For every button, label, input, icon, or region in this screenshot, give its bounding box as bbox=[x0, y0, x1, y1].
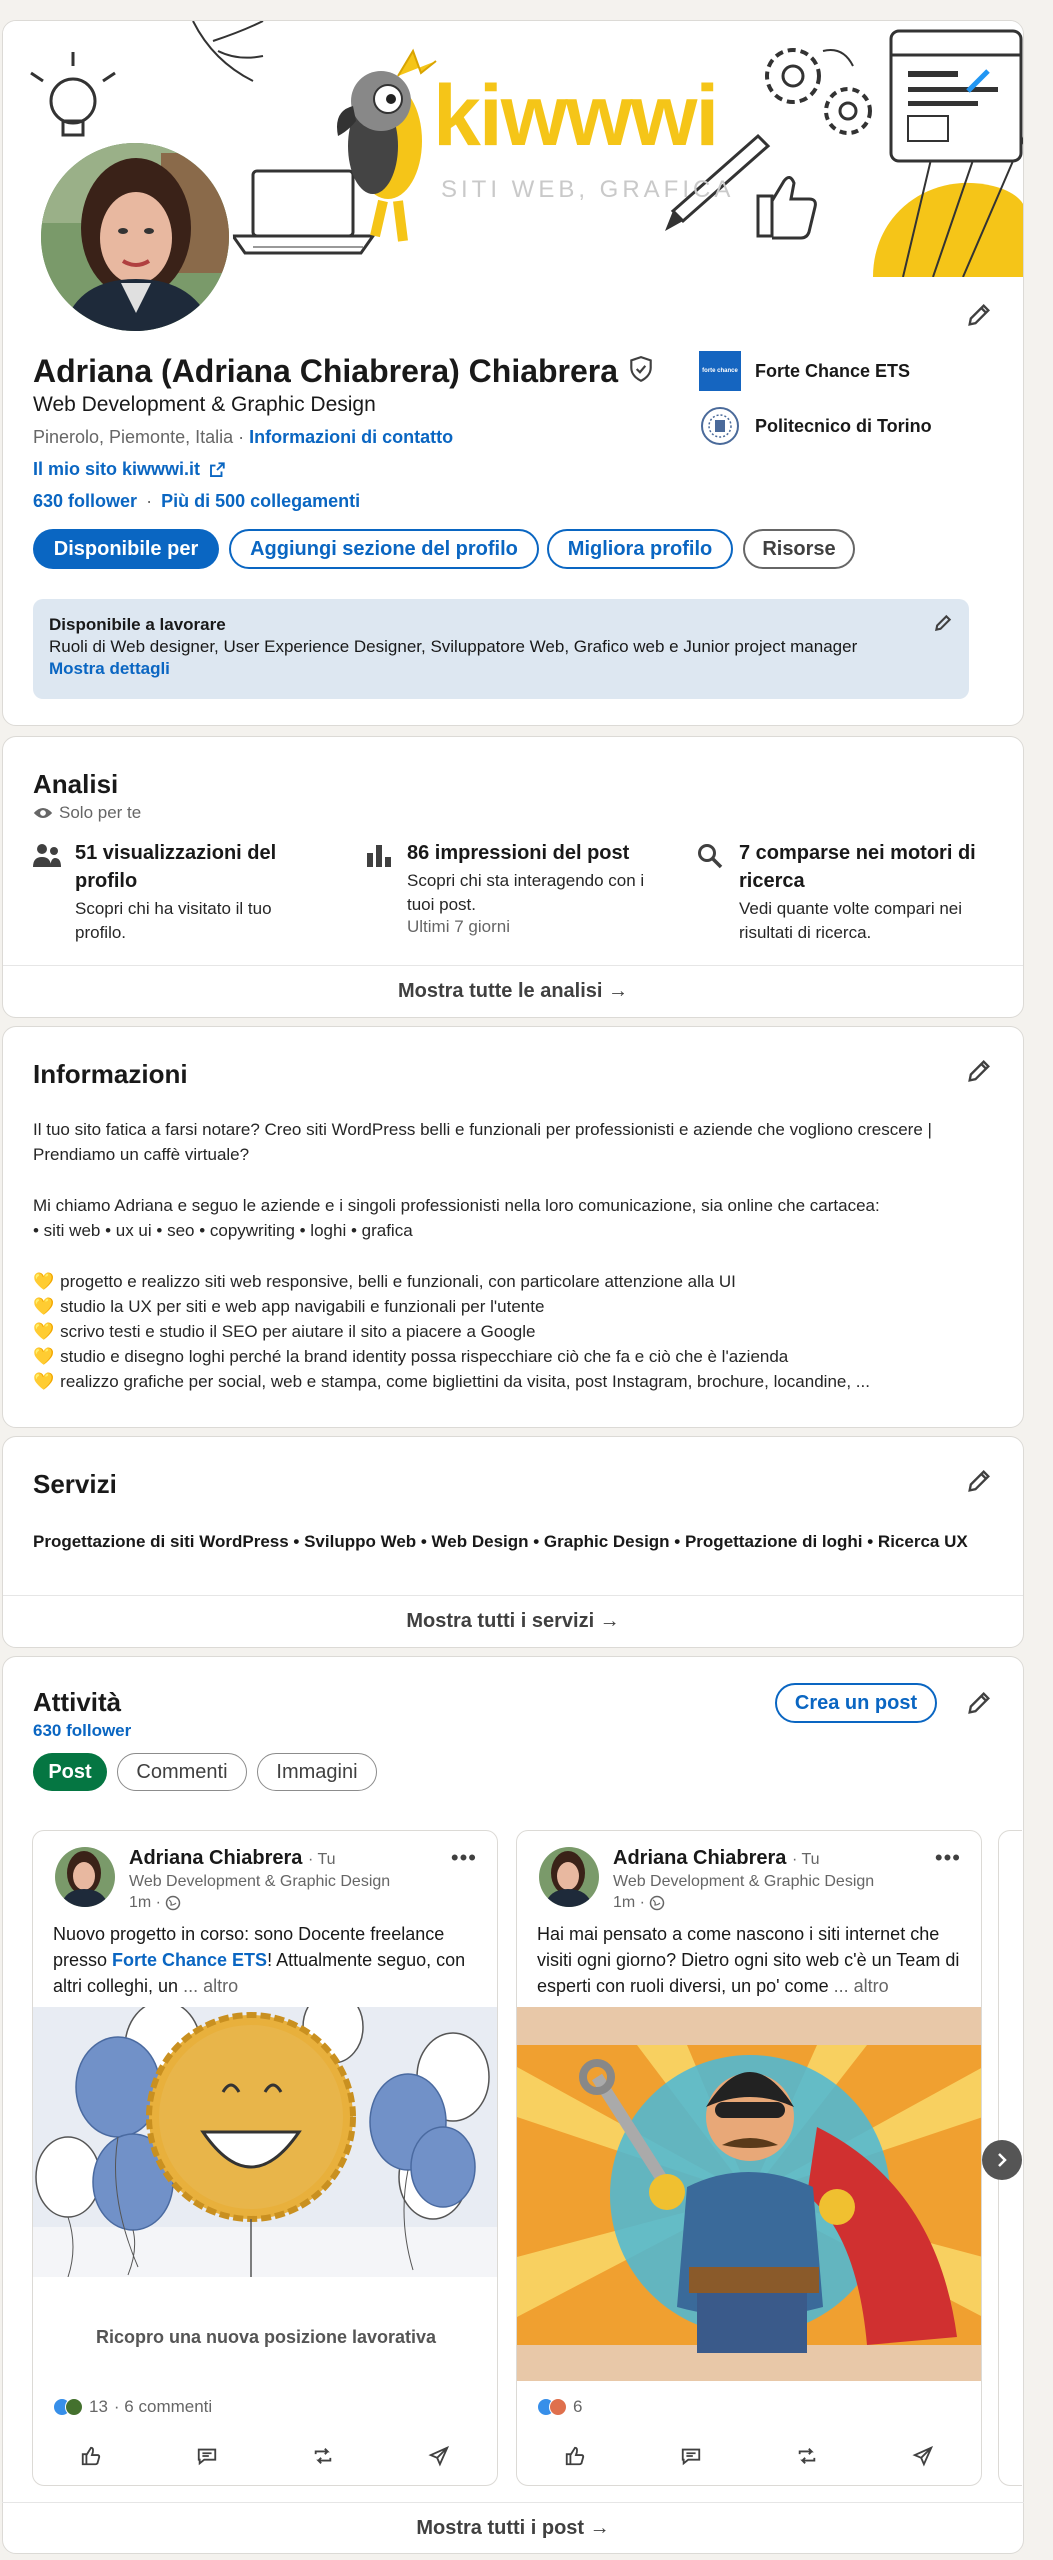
visibility-label: Solo per te bbox=[59, 803, 142, 822]
org-name: Politecnico di Torino bbox=[755, 415, 932, 436]
comment-icon[interactable] bbox=[196, 2445, 218, 2472]
profile-location: Pinerolo, Piemonte, Italia bbox=[33, 427, 234, 447]
heart-icon: 💛 bbox=[33, 1322, 55, 1341]
post-author-row bbox=[129, 1847, 336, 1870]
org-name: Forte Chance ETS bbox=[755, 360, 911, 381]
profile-name: Adriana (Adriana Chiabrera) Chiabrera bbox=[33, 353, 619, 389]
show-all-analytics-link[interactable]: Mostra tutte le analisi → bbox=[3, 965, 1023, 1017]
profile-location-row bbox=[33, 427, 453, 448]
heart-icon: 💛 bbox=[33, 1347, 55, 1366]
about-title: Informazioni bbox=[33, 1059, 188, 1089]
superhero-illustration bbox=[517, 2007, 982, 2381]
tab-images[interactable]: Immagini bbox=[257, 1753, 377, 1791]
org-politecnico[interactable] bbox=[699, 406, 932, 446]
about-bullet-text: scrivo testi e studio il SEO per aiutare il sito a piacere a Google bbox=[60, 1322, 536, 1341]
add-profile-section-button[interactable]: Aggiungi sezione del profilo bbox=[229, 529, 539, 569]
analytics-item-title: 7 comparse nei motori di ricerca bbox=[739, 842, 976, 892]
heart-icon: 💛 bbox=[33, 1272, 55, 1291]
post-text-part: ! Attualmente seguo, con altri colleghi, un bbox=[53, 1950, 466, 1996]
followers-link[interactable]: 630 follower bbox=[33, 491, 138, 511]
about-bullet bbox=[33, 1344, 993, 1369]
post-image-superhero[interactable] bbox=[517, 2007, 982, 2381]
like-icon[interactable] bbox=[564, 2445, 586, 2472]
analytics-item-desc: Vedi quante volte compari nei risultati di ricerca. bbox=[739, 899, 963, 942]
profile-headline: Web Development & Graphic Design bbox=[33, 393, 376, 416]
bar-chart-icon bbox=[365, 843, 393, 869]
banner-tagline: SITI WEB, GRAFICA bbox=[441, 176, 735, 203]
open-to-work-title: Disponibile a lavorare bbox=[49, 615, 226, 634]
analytics-item-desc: Scopri chi ha visitato il tuo profilo. bbox=[75, 899, 272, 942]
services-card bbox=[2, 1436, 1024, 1648]
about-paragraph-2a: Mi chiamo Adriana e seguo le aziende e i singoli professionisti nella loro comunicazione, sia online che cartacea: bbox=[33, 1196, 880, 1215]
eye-icon bbox=[33, 806, 53, 820]
globe-icon bbox=[649, 1895, 665, 1911]
about-bullet bbox=[33, 1294, 993, 1319]
website-link[interactable] bbox=[33, 459, 226, 480]
edit-open-to-work-icon[interactable] bbox=[933, 613, 953, 638]
post-actions bbox=[33, 2431, 497, 2485]
post-time: 1m · bbox=[129, 1894, 161, 1911]
about-bullet-text: realizzo grafiche per social, web e stampa, come bigliettini da visita, post Instagram, brochure, locandine, ... bbox=[60, 1372, 870, 1391]
about-bullet bbox=[33, 1319, 993, 1344]
services-list: Progettazione di siti WordPress • Sviluppo Web • Web Design • Graphic Design • Progettazione di loghi • Ricerca UX bbox=[33, 1532, 968, 1551]
post-time-row bbox=[129, 1894, 181, 1912]
about-bullet-text: studio e disegno loghi perché la brand identity possa rispecchiare ciò che fa e ciò che è l'azienda bbox=[60, 1347, 789, 1366]
repost-icon[interactable] bbox=[312, 2445, 334, 2472]
globe-icon bbox=[165, 1895, 181, 1911]
network-separator: · bbox=[146, 491, 153, 511]
about-paragraph-1: Il tuo sito fatica a farsi notare? Creo siti WordPress belli e funzionali per professionisti e aziende che vogliono crescere | Prendiamo un caffè virtuale? bbox=[33, 1120, 932, 1164]
location-separator: · bbox=[238, 427, 245, 447]
post-actions bbox=[517, 2431, 981, 2485]
about-bullet bbox=[33, 1269, 993, 1294]
profile-avatar[interactable] bbox=[37, 139, 233, 335]
repost-icon[interactable] bbox=[796, 2445, 818, 2472]
activity-followers-link[interactable]: 630 follower bbox=[33, 1721, 132, 1740]
politecnico-logo bbox=[699, 406, 741, 446]
profile-name-row bbox=[33, 353, 654, 390]
analytics-item-note: Ultimi 7 giorni bbox=[407, 917, 510, 936]
about-bullet-text: studio la UX per siti e web app navigabili e funzionali per l'utente bbox=[60, 1297, 545, 1316]
post-author-name[interactable]: Adriana Chiabrera bbox=[613, 1847, 787, 1869]
post-card-2[interactable] bbox=[516, 1830, 982, 2486]
about-bullet-list bbox=[33, 1269, 993, 1394]
show-details-link[interactable]: Mostra dettagli bbox=[49, 659, 170, 678]
people-icon bbox=[33, 843, 61, 869]
about-bullet-text: progetto e realizzo siti web responsive, belli e funzionali, con particolare attenzione alla UI bbox=[60, 1272, 736, 1291]
org-forte-chance[interactable] bbox=[699, 351, 910, 391]
post-author-headline: Web Development & Graphic Design bbox=[613, 1873, 875, 1890]
edit-about-icon[interactable] bbox=[961, 1053, 997, 1089]
contact-info-link[interactable]: Informazioni di contatto bbox=[249, 427, 454, 447]
like-icon[interactable] bbox=[80, 2445, 102, 2472]
edit-profile-icon[interactable] bbox=[961, 297, 997, 333]
website-label: Il mio sito kiwwwi.it bbox=[33, 459, 201, 479]
profile-card bbox=[2, 20, 1024, 726]
post-mention-link[interactable]: Forte Chance ETS bbox=[112, 1950, 268, 1970]
post-card-1[interactable] bbox=[32, 1830, 498, 2486]
improve-profile-button[interactable]: Migliora profilo bbox=[547, 529, 733, 569]
network-row bbox=[33, 491, 360, 512]
reaction-count: 13 bbox=[89, 2397, 108, 2416]
external-link-icon bbox=[208, 461, 226, 479]
post-see-more-link[interactable]: ... altro bbox=[183, 1976, 239, 1996]
post-more-options-icon[interactable]: ••• bbox=[934, 1845, 961, 1870]
about-bullet bbox=[33, 1369, 993, 1394]
celebrate-reaction-icon bbox=[65, 2398, 83, 2416]
analytics-card bbox=[2, 736, 1024, 1018]
comment-icon[interactable] bbox=[680, 2445, 702, 2472]
post-author-you: · Tu bbox=[307, 1851, 336, 1868]
post-author-row bbox=[613, 1847, 820, 1870]
banner-brand: kiwwwi bbox=[433, 68, 718, 164]
edit-activity-icon[interactable] bbox=[961, 1685, 997, 1721]
post-see-more-link[interactable]: ... altro bbox=[833, 1976, 889, 1996]
search-icon bbox=[697, 843, 723, 869]
analytics-item-desc: Scopri chi sta interagendo con i tuoi post. bbox=[407, 871, 645, 914]
post-stats[interactable] bbox=[53, 2397, 212, 2417]
post-text bbox=[53, 1921, 483, 1999]
love-reaction-icon bbox=[549, 2398, 567, 2416]
post-author-headline: Web Development & Graphic Design bbox=[129, 1873, 391, 1890]
open-to-button[interactable]: Disponibile per bbox=[33, 529, 219, 569]
open-to-work-box[interactable] bbox=[33, 599, 969, 699]
open-to-work-roles: Ruoli di Web designer, User Experience Designer, Sviluppatore Web, Grafico web e Junior project manager bbox=[49, 637, 858, 656]
send-icon[interactable] bbox=[912, 2445, 934, 2472]
balloons-illustration bbox=[33, 2007, 498, 2277]
resources-button[interactable]: Risorse bbox=[743, 529, 855, 569]
post-text-part: Nuovo progetto in corso: sono Docente freelance presso bbox=[53, 1924, 445, 1970]
create-post-button[interactable]: Crea un post bbox=[775, 1683, 937, 1723]
post-text-part: Hai mai pensato a come nascono i siti internet che visiti ogni giorno? Dietro ogni sito web c'è un Team di esperti con ruoli diversi, un po' come bbox=[537, 1924, 960, 1996]
analytics-item-title: 51 visualizzazioni del profilo bbox=[75, 842, 277, 892]
post-author-avatar[interactable] bbox=[55, 1847, 115, 1907]
edit-services-icon[interactable] bbox=[961, 1463, 997, 1499]
send-icon[interactable] bbox=[428, 2445, 450, 2472]
chevron-right-icon bbox=[994, 2152, 1010, 2168]
carousel-next-button[interactable] bbox=[982, 2140, 1022, 2180]
post-text bbox=[537, 1921, 967, 1999]
heart-icon: 💛 bbox=[33, 1297, 55, 1316]
connections-link[interactable]: Più di 500 collegamenti bbox=[161, 491, 361, 511]
services-title: Servizi bbox=[33, 1469, 117, 1499]
post-stats[interactable] bbox=[537, 2397, 582, 2417]
post-more-options-icon[interactable]: ••• bbox=[450, 1845, 477, 1870]
activity-title: Attività bbox=[33, 1687, 122, 1717]
about-card bbox=[2, 1026, 1024, 1428]
verified-shield-icon[interactable] bbox=[628, 355, 654, 388]
post-author-name[interactable]: Adriana Chiabrera bbox=[129, 1847, 303, 1869]
post-author-avatar[interactable] bbox=[539, 1847, 599, 1907]
analytics-visibility bbox=[33, 803, 141, 823]
analytics-title: Analisi bbox=[33, 769, 119, 799]
comment-count[interactable]: · 6 commenti bbox=[113, 2397, 213, 2416]
about-paragraph-2b: • siti web • ux ui • seo • copywriting • loghi • grafica bbox=[33, 1221, 413, 1240]
tab-posts[interactable]: Post bbox=[33, 1753, 107, 1791]
post-image-balloons[interactable] bbox=[33, 2007, 498, 2277]
post-caption: Ricopro una nuova posizione lavorativa bbox=[95, 2327, 437, 2347]
show-all-services-link[interactable]: Mostra tutti i servizi → bbox=[3, 1595, 1023, 1647]
tab-comments[interactable]: Commenti bbox=[117, 1753, 247, 1791]
show-all-posts-link[interactable]: Mostra tutti i post → bbox=[2, 2502, 1024, 2554]
forte-chance-logo: forte chance bbox=[699, 351, 741, 391]
analytics-item-title: 86 impressioni del post bbox=[407, 842, 630, 864]
reaction-count: 6 bbox=[573, 2397, 583, 2416]
post-time: 1m · bbox=[613, 1894, 645, 1911]
avatar-photo bbox=[41, 143, 233, 335]
post-author-you: · Tu bbox=[791, 1851, 820, 1868]
heart-icon: 💛 bbox=[33, 1372, 55, 1391]
post-time-row bbox=[613, 1894, 665, 1912]
